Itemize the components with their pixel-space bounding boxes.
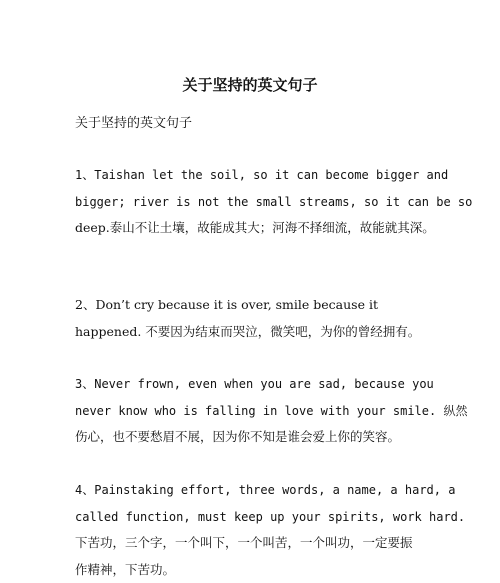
- document-title: 关于坚持的英文句子: [0, 73, 500, 97]
- paragraph-line: 4、Painstaking effort, three words, a name, a hard, a: [75, 477, 435, 504]
- paragraph-line: bigger; river is not the small streams, so it can be so: [75, 189, 435, 216]
- document-subtitle: 关于坚持的英文句子: [75, 113, 192, 135]
- paragraph-line: 伤心，也不要愁眉不展，因为你不知是谁会爱上你的笑容。: [75, 424, 435, 451]
- paragraph-line: 3、Never frown, even when you are sad, because you: [75, 371, 435, 398]
- paragraph-line: called function, must keep up your spirits, work hard.: [75, 504, 435, 531]
- paragraph-line: deep.泰山不让土壤，故能成其大；河海不择细流，故能就其深。: [75, 215, 435, 242]
- paragraph-2: [75, 292, 435, 345]
- paragraph-line: never know who is falling in love with your smile. 纵然: [75, 398, 435, 425]
- paragraph-1: [75, 162, 435, 242]
- paragraph-4: [75, 477, 435, 583]
- paragraph-line: 2、Don’t cry because it is over, smile because it: [75, 292, 435, 319]
- paragraph-line: 1、Taishan let the soil, so it can become bigger and: [75, 162, 435, 189]
- paragraph-line: happened. 不要因为结束而哭泣，微笑吧，为你的曾经拥有。: [75, 319, 435, 346]
- paragraph-line: 下苦功，三个字，一个叫下，一个叫苦，一个叫功，一定要振: [75, 530, 435, 557]
- paragraph-line: 作精神，下苦功。: [75, 557, 435, 583]
- paragraph-3: [75, 371, 435, 451]
